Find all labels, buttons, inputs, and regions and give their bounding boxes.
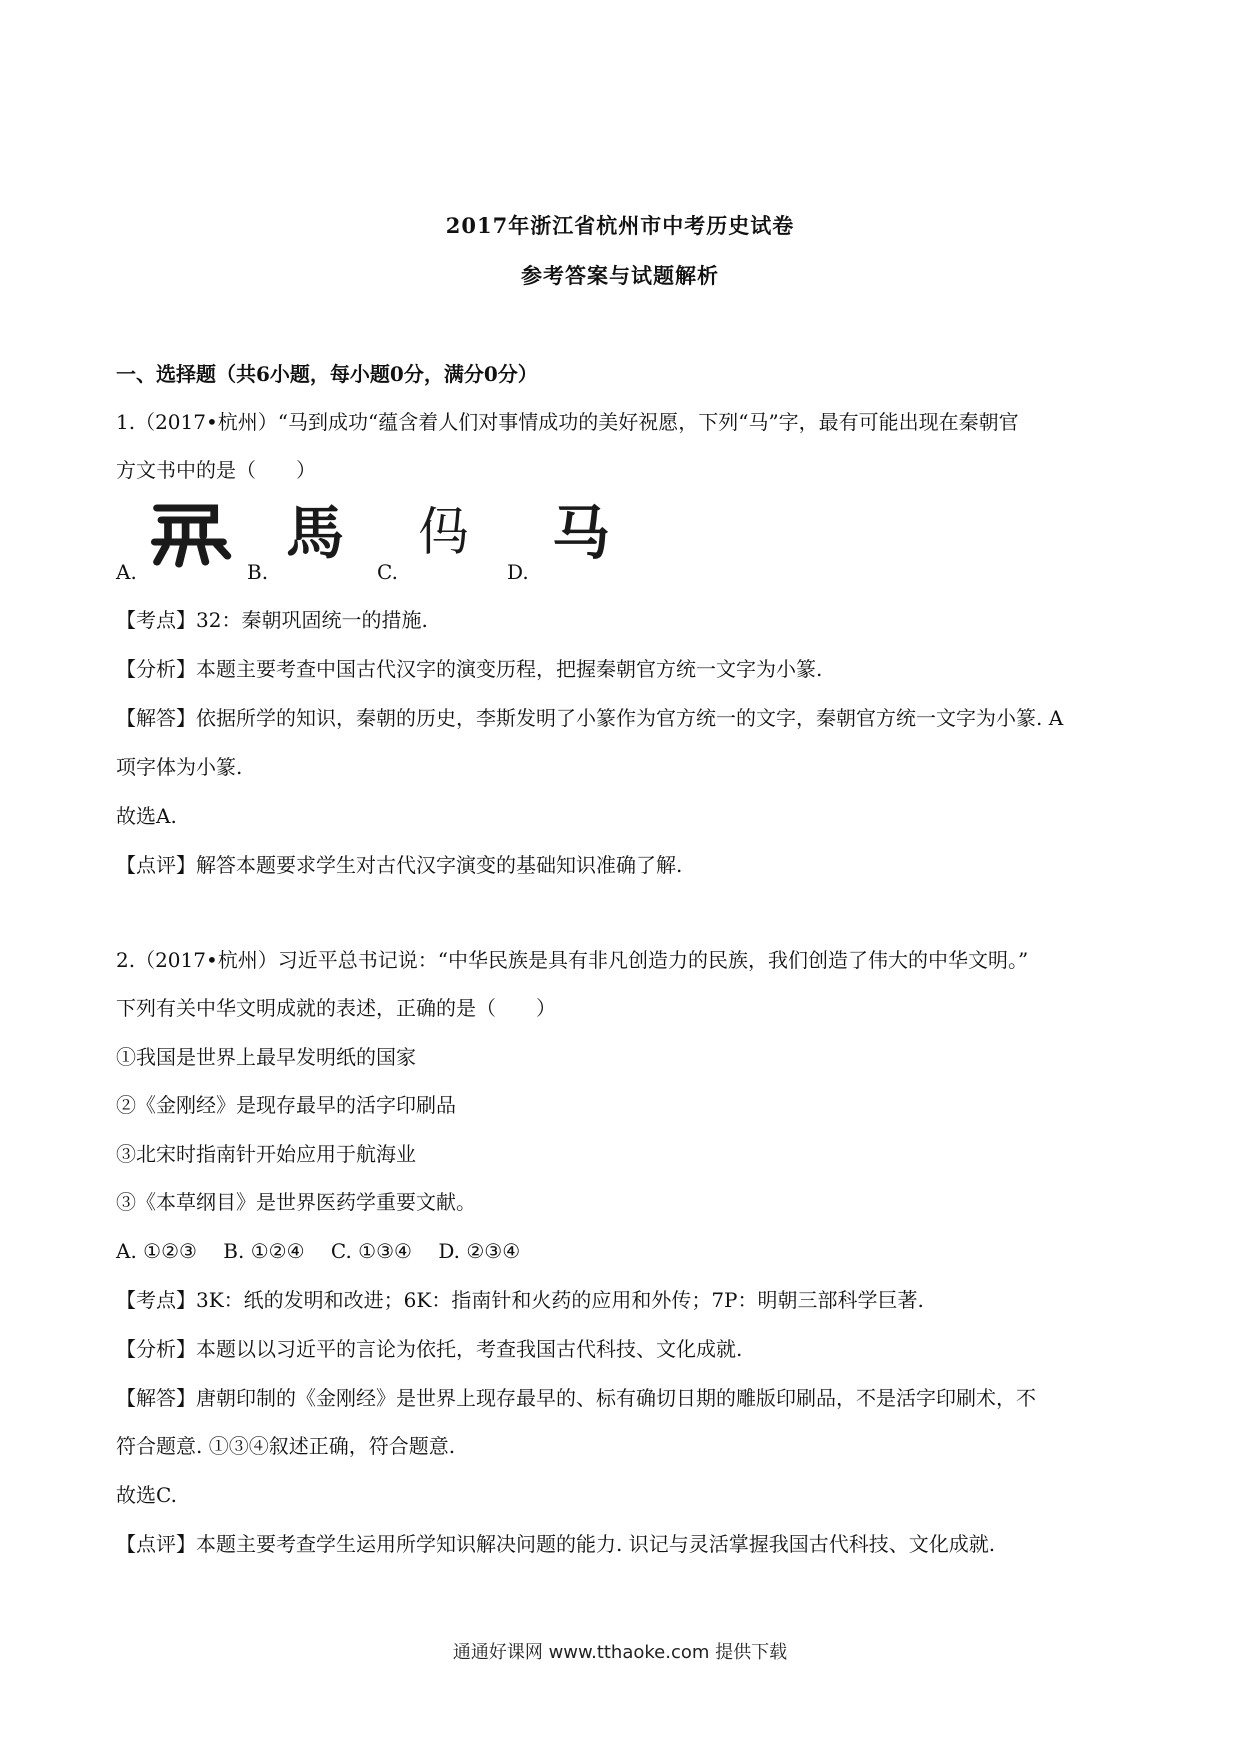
q1-option-a: A. bbox=[116, 560, 137, 584]
q2-item-1: ①我国是世界上最早发明纸的国家 bbox=[116, 1045, 416, 1069]
q1-dianping: 【点评】解答本题要求学生对古代汉字演变的基础知识准确了解. bbox=[116, 853, 683, 877]
q1-fenxi: 【分析】本题主要考查中国古代汉字的演变历程，把握秦朝官方统一文字为小篆. bbox=[116, 657, 823, 681]
q1-glyph-row bbox=[0, 498, 1240, 568]
q2-stem-line2: 下列有关中华文明成就的表述，正确的是（ ） bbox=[116, 996, 556, 1020]
q2-item-3: ③北宋时指南针开始应用于航海业 bbox=[116, 1142, 416, 1166]
q2-fenxi: 【分析】本题以以习近平的言论为依托，考查我国古代科技、文化成就. bbox=[116, 1337, 743, 1361]
page-title: 2017年浙江省杭州市中考历史试卷 bbox=[445, 213, 795, 238]
section-heading: 一、选择题（共6小题，每小题0分，满分0分） bbox=[116, 362, 538, 386]
glyph-d: 马 bbox=[552, 499, 611, 567]
q1-jieda-line2: 项字体为小篆. bbox=[116, 755, 243, 779]
glyph-c: 㐷 bbox=[418, 503, 471, 563]
page-footer: 通通好课网 www.tthaoke.com 提供下载 bbox=[452, 1642, 788, 1663]
q1-stem-line1: 1.（2017•杭州）“马到成功“蕴含着人们对事情成功的美好祝愿，下列“马”字，最有可能出现在秦朝官 bbox=[116, 410, 1019, 434]
q2-item-4: ③《本草纲目》是世界医药学重要文献。 bbox=[116, 1190, 476, 1214]
q2-answer: 故选C. bbox=[116, 1483, 177, 1507]
glyph-b: 馬 bbox=[286, 499, 345, 567]
q2-options: A. ①②③ B. ①②④ C. ①③④ D. ②③④ bbox=[116, 1239, 521, 1263]
q2-stem-line1: 2.（2017•杭州）习近平总书记说：“中华民族是具有非凡创造力的民族，我们创造了伟大的中华文明。” bbox=[116, 948, 1029, 972]
q1-stem-line2: 方文书中的是（ ） bbox=[116, 458, 316, 482]
q1-option-d: D. bbox=[507, 560, 529, 584]
q1-answer: 故选A. bbox=[116, 804, 177, 828]
q2-kaodian: 【考点】3K：纸的发明和改进；6K：指南针和火药的应用和外传；7P：明朝三部科学巨著. bbox=[116, 1288, 924, 1312]
q2-jieda-line2: 符合题意. ①③④叙述正确，符合题意. bbox=[116, 1434, 456, 1458]
q2-jieda-line1: 【解答】唐朝印制的《金刚经》是世界上现存最早的、标有确切日期的雕版印刷品，不是活字印刷术，不 bbox=[116, 1386, 1036, 1410]
q1-kaodian: 【考点】32：秦朝巩固统一的措施. bbox=[116, 608, 428, 632]
q1-option-b: B. bbox=[247, 560, 269, 584]
q2-dianping: 【点评】本题主要考查学生运用所学知识解决问题的能力. 识记与灵活掌握我国古代科技、文化成就. bbox=[116, 1532, 996, 1556]
page-subtitle: 参考答案与试题解析 bbox=[521, 263, 719, 288]
q2-item-2: ②《金刚经》是现存最早的活字印刷品 bbox=[116, 1093, 456, 1117]
seal-script-ma-svg bbox=[146, 498, 234, 568]
q1-jieda-line1: 【解答】依据所学的知识，秦朝的历史，李斯发明了小篆作为官方统一的文字，秦朝官方统一文字为小篆. A bbox=[116, 706, 1064, 730]
q1-option-c: C. bbox=[377, 560, 398, 584]
seal-script-ma-image bbox=[146, 498, 234, 583]
